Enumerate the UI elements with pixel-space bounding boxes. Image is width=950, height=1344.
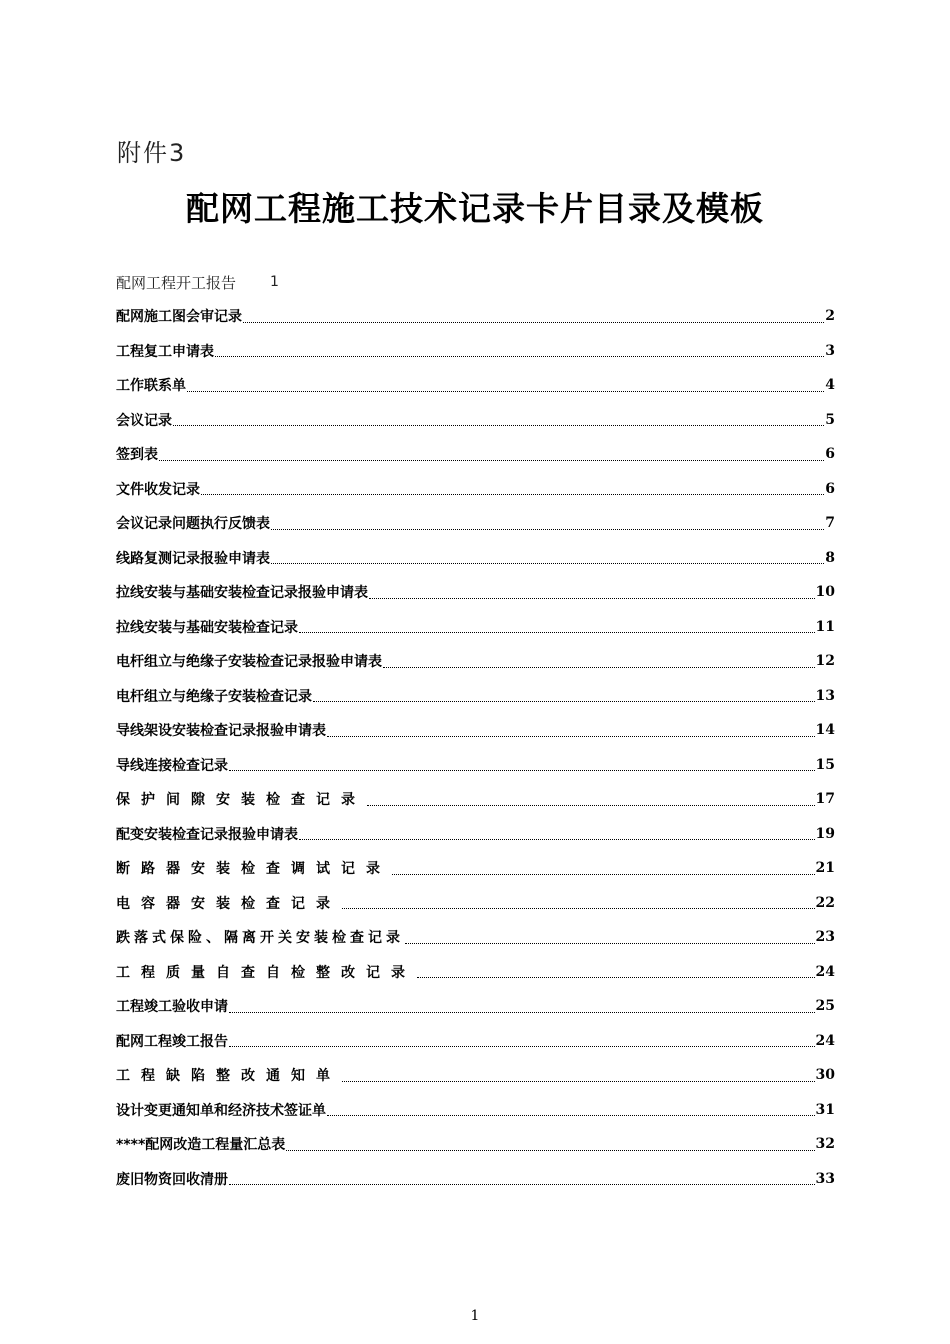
toc-item-label: 电杆组立与绝缘子安装检查记录 [116,688,312,705]
toc-item[interactable] [116,782,835,817]
toc-item-label: 工程复工申请表 [116,343,214,360]
toc-item-label: ****配网改造工程量汇总表 [116,1137,286,1154]
toc-item[interactable] [116,1058,835,1093]
toc-item-label: 保护间隙安装检查记录 [116,792,366,809]
toc-leader-dots [271,529,824,530]
toc-item[interactable] [116,1162,835,1197]
toc-item[interactable] [116,610,835,645]
toc-item-label: 配变安装检查记录报验申请表 [116,826,298,843]
toc-leader-dots [229,1046,815,1047]
toc-leader-dots [215,356,824,357]
toc-leader-dots [369,598,815,599]
toc-item[interactable] [116,437,835,472]
toc-item[interactable] [116,1127,835,1162]
toc-item-label: 导线连接检查记录 [116,757,228,774]
toc-item-page: 23 [815,929,835,946]
toc-leader-dots [383,667,815,668]
toc-item-page: 24 [815,1032,835,1049]
page-title: 配网工程施工技术记录卡片目录及模板 [186,189,764,228]
toc-leader-dots [405,943,815,944]
toc-leader-dots [243,322,824,323]
toc-leader-dots [313,701,815,702]
toc-leader-dots [159,460,824,461]
toc-item[interactable] [116,989,835,1024]
toc-item-label: 工程质量自查自检整改记录 [116,964,416,981]
toc-leader-dots [173,425,824,426]
toc-item-page: 6 [825,446,835,463]
table-of-contents [116,265,835,1196]
toc-item-label: 拉线安装与基础安装检查记录 [116,619,298,636]
toc-item[interactable] [116,472,835,507]
toc-item[interactable] [116,299,835,334]
toc-item-label: 会议记录 [116,412,172,429]
toc-leader-dots [271,563,824,564]
toc-item-page: 19 [815,825,835,842]
toc-item[interactable] [116,817,835,852]
toc-item-page: 3 [825,342,835,359]
toc-item-page: 14 [815,722,835,739]
toc-item[interactable] [116,403,835,438]
toc-item[interactable] [116,748,835,783]
toc-item-label: 导线架设安装检查记录报验申请表 [116,723,326,740]
toc-item-page: 15 [815,756,835,773]
toc-item[interactable] [116,679,835,714]
toc-item[interactable] [116,713,835,748]
toc-item-page: 17 [815,791,835,808]
toc-leader-dots [327,736,815,737]
toc-item-label: 签到表 [116,447,158,464]
toc-item-page: 2 [825,308,835,325]
toc-item-page: 1 [270,274,279,290]
attachment-label: 附件3 [117,139,187,167]
toc-leader-dots [187,391,824,392]
toc-item-page: 33 [815,1170,835,1187]
toc-leader-dots [299,632,815,633]
toc-item-label: 配网工程开工报告 [116,273,237,292]
toc-item-label: 线路复测记录报验申请表 [116,550,270,567]
toc-item[interactable] [116,1093,835,1128]
toc-item-page: 22 [815,894,835,911]
toc-leader-dots [327,1115,815,1116]
toc-item-page: 10 [815,584,835,601]
toc-item[interactable] [116,920,835,955]
toc-item-page: 8 [825,549,835,566]
toc-item-page: 31 [815,1101,835,1118]
toc-item-label: 文件收发记录 [116,481,200,498]
toc-leader-dots [229,1012,815,1013]
toc-item-page: 25 [815,998,835,1015]
toc-item-page: 11 [815,618,835,635]
toc-item[interactable] [116,575,835,610]
page-number: 1 [470,1308,480,1324]
toc-item[interactable] [116,644,835,679]
toc-leader-dots [417,977,815,978]
toc-list [116,299,835,1196]
toc-item-label: 废旧物资回收清册 [116,1171,228,1188]
toc-item-page: 5 [825,411,835,428]
toc-item-label: 电容器安装检查记录 [116,895,341,912]
toc-item-label: 配网施工图会审记录 [116,309,242,326]
toc-leader-dots [342,1081,815,1082]
toc-leader-dots [392,874,815,875]
toc-item[interactable] [116,851,835,886]
toc-item-label: 电杆组立与绝缘子安装检查记录报验申请表 [116,654,382,671]
toc-item[interactable] [116,541,835,576]
toc-item-page: 6 [825,480,835,497]
toc-item[interactable] [116,886,835,921]
toc-item-label: 拉线安装与基础安装检查记录报验申请表 [116,585,368,602]
toc-item-page: 21 [815,860,835,877]
toc-item-label: 设计变更通知单和经济技术签证单 [116,1102,326,1119]
toc-item[interactable] [116,1024,835,1059]
toc-item-label: 工作联系单 [116,378,186,395]
toc-item[interactable] [116,955,835,990]
toc-item-label: 会议记录问题执行反馈表 [116,516,270,533]
toc-item-label: 跌落式保险、隔离开关安装检查记录 [116,930,404,947]
toc-item-page: 12 [815,653,835,670]
toc-leader-dots [342,908,815,909]
toc-item-label: 工程缺陷整改通知单 [116,1068,341,1085]
toc-leader-dots [201,494,824,495]
toc-leader-dots [286,1150,814,1151]
toc-leader-dots [367,805,815,806]
toc-item-first[interactable] [116,265,835,299]
toc-item-page: 30 [815,1067,835,1084]
toc-leader-dots [299,839,815,840]
toc-item[interactable] [116,368,835,403]
toc-item-page: 13 [815,687,835,704]
toc-leader-dots [229,1184,815,1185]
toc-item-label: 配网工程竣工报告 [116,1033,228,1050]
toc-item-page: 4 [825,377,835,394]
toc-item-label: 断路器安装检查调试记录 [116,861,391,878]
toc-leader-dots [229,770,815,771]
toc-item-label: 工程竣工验收申请 [116,999,228,1016]
toc-item-page: 32 [815,1136,835,1153]
toc-item-page: 7 [825,515,835,532]
toc-item[interactable] [116,506,835,541]
toc-item[interactable] [116,334,835,369]
toc-item-page: 24 [815,963,835,980]
